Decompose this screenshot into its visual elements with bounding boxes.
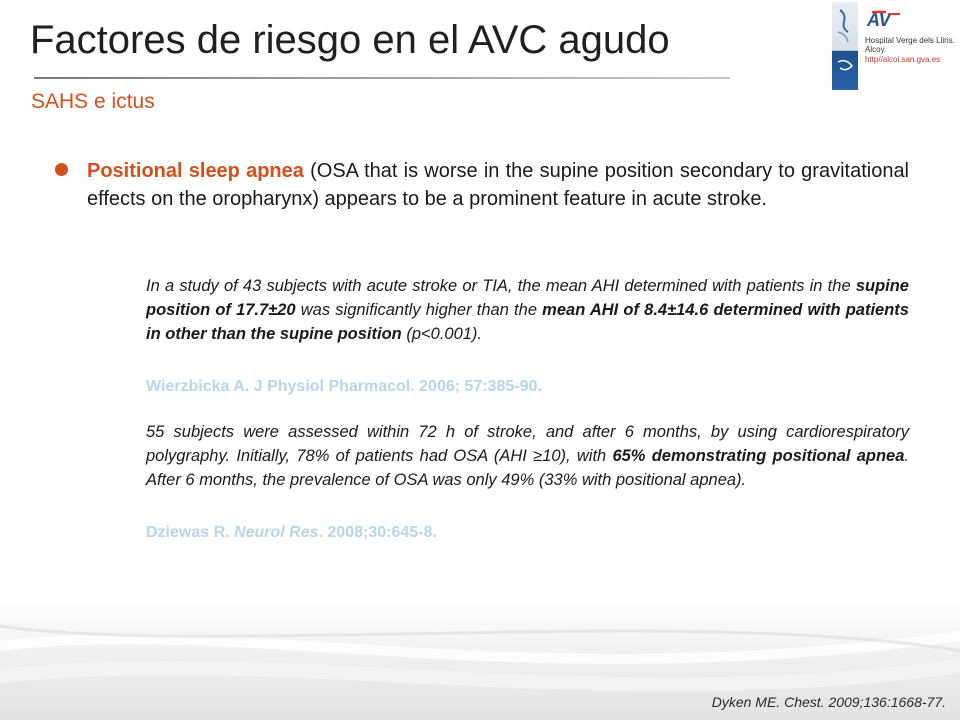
footer-reference: Dyken ME. Chest. 2009;136:1668-77. — [711, 694, 946, 710]
logo-strip-image — [832, 2, 858, 90]
study1-bold-1: supine position of 17.7±20 — [146, 277, 909, 319]
study1-text-1: In a study of 43 subjects with acute stroke or TIA, the mean AHI determined with patients in the — [146, 277, 856, 295]
study1-text-3: (p<0.001). — [401, 325, 483, 343]
bullet-highlight: Positional sleep apnea — [87, 160, 304, 182]
study2-text-1: 55 subjects were assessed within 72 h of stroke, and after 6 months, by using cardiorespiratory polygraphy. Initially, 78% of patients had OSA (AHI ≥10), with — [146, 423, 909, 465]
logo-city: Alcoy. — [865, 45, 887, 54]
study2-text-2: . After 6 months, the prevalence of OSA was only 49% (33% with positional apnea). — [146, 447, 909, 489]
bullet-paragraph — [87, 157, 909, 213]
logo-hospital-name: Hospital Verge dels Lliris. — [865, 36, 955, 45]
bullet-dot-icon — [55, 163, 68, 176]
logo-mark-text: AV — [867, 10, 891, 30]
study2-paragraph — [146, 420, 909, 492]
av-logo-icon — [866, 8, 906, 30]
title-underline — [34, 77, 730, 79]
study2-reference — [146, 524, 437, 542]
study1-text-2: was significantly higher than the — [295, 301, 543, 319]
study2-ref-rest: . 2008;30:645-8. — [318, 524, 437, 541]
logo-url-link[interactable]: http//alcoi.san.gva.es — [865, 55, 941, 64]
study1-bold-2: mean AHI of 8.4±14.6 determined with patients in other than the supine position — [146, 301, 909, 343]
study1-paragraph — [146, 274, 909, 346]
slide-subtitle: SAHS e ictus — [31, 90, 155, 113]
study1-reference: Wierzbicka A. J Physiol Pharmacol. 2006; 57:385-90. — [146, 378, 542, 395]
hospital-logo — [832, 2, 954, 92]
study2-ref-author: Dziewas R. — [146, 524, 235, 541]
slide-title: Factores de riesgo en el AVC agudo — [30, 18, 670, 62]
study2-bold-1: 65% demonstrating positional apnea — [612, 447, 905, 465]
study2-ref-journal: Neurol Res — [234, 524, 319, 541]
bullet-body: (OSA that is worse in the supine position secondary to gravitational effects on the oropharynx) appears to be a prominent feature in acute stroke. — [87, 160, 910, 210]
logo-figure-icon — [832, 2, 858, 90]
